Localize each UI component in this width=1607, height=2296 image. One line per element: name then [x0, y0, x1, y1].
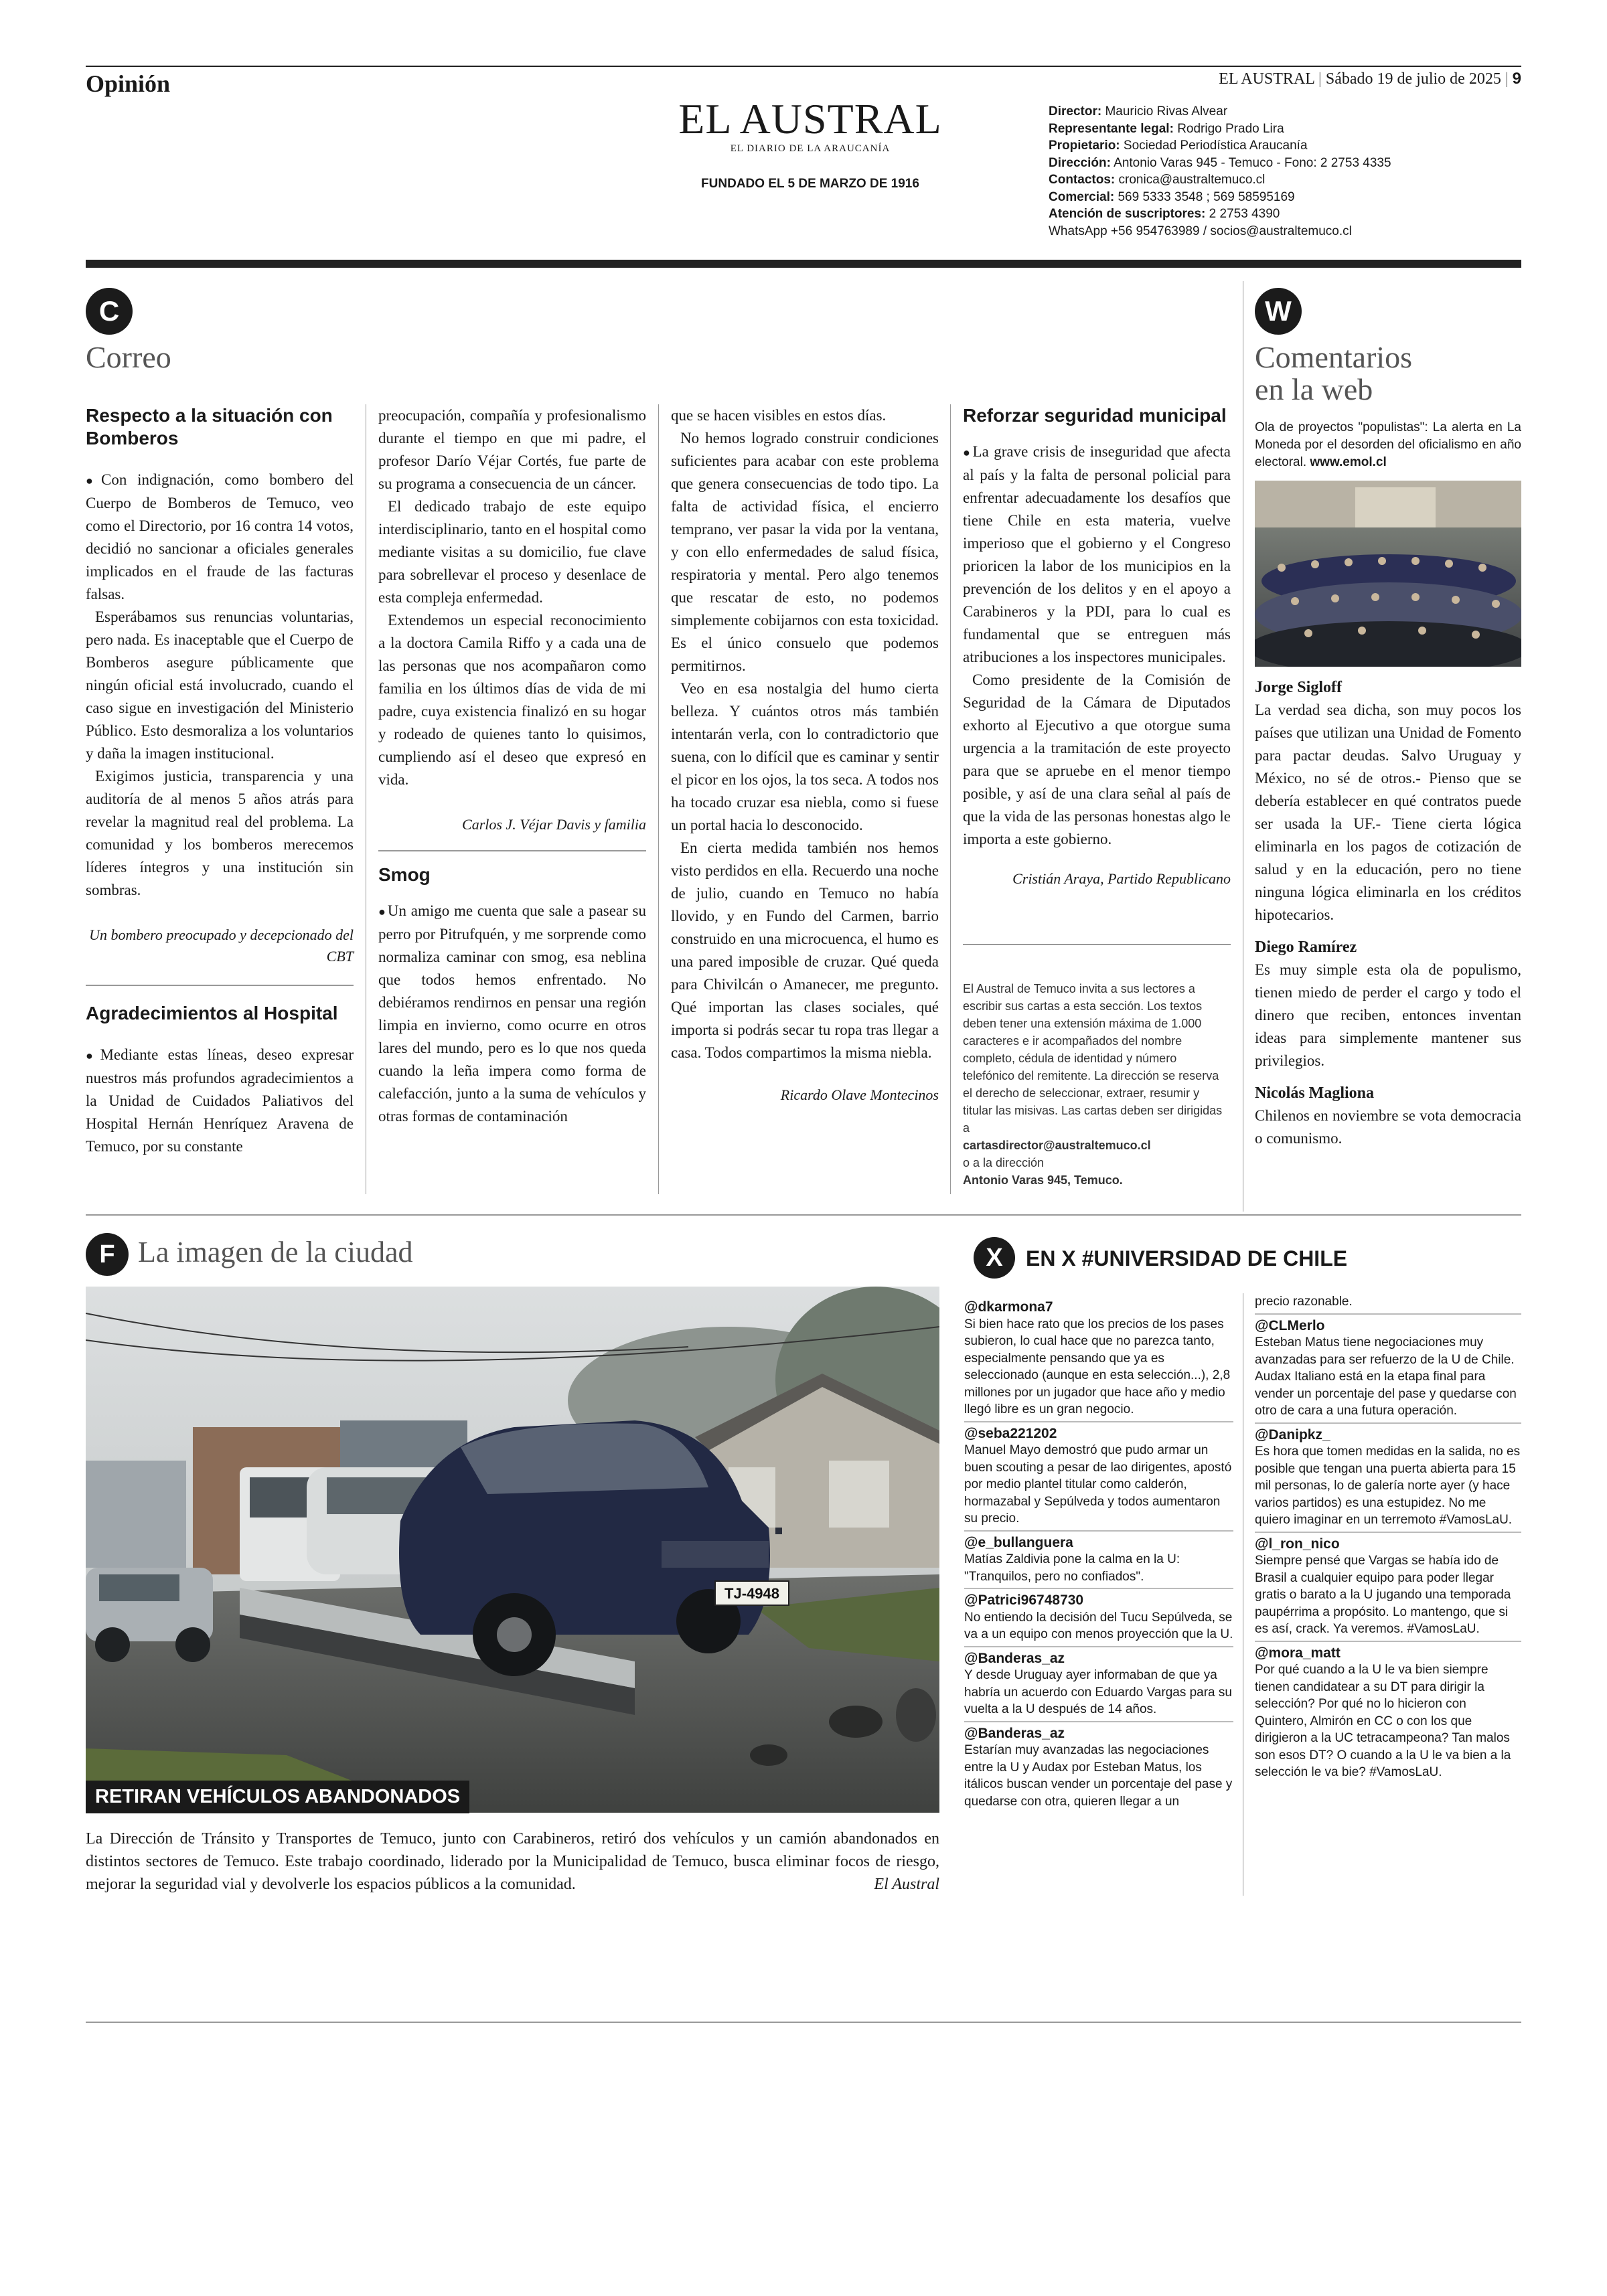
x-column-2	[1255, 1293, 1521, 1781]
x-post-text: Estarían muy avanzadas las negociaciones entre la U y Audax por Esteban Matus, los itálicos buscan vender un porcentaje del pase y quedarse con otra, quieren llegar a un	[964, 1743, 1233, 1809]
x-badge: X	[974, 1237, 1015, 1279]
city-credit: El Austral	[874, 1876, 939, 1893]
letter-heading: Respecto a la situación con Bomberos	[86, 405, 333, 448]
page-date: Sábado 19 de julio de 2025	[1325, 70, 1501, 88]
x-post-handle[interactable]: @seba221202	[964, 1421, 1233, 1443]
staff-line: WhatsApp +56 954763989 / socios@australtemuco.cl	[1049, 224, 1352, 238]
letter-paragraph: El dedicado trabajo de este equipo interdisciplinario, tanto en el hospital como mediante visitas a su domicilio, fue clave para sobrellevar el proceso y desenlace de esta compleja enfermedad.	[378, 498, 646, 606]
correo-column-2	[378, 404, 646, 1128]
letter-paragraph: preocupación, compañía y profesionalismo durante el tiempo en que mi padre, el profesor Darío Véjar Cortés, fue parte de su programa a consecuencia de un cáncer.	[378, 407, 646, 492]
x-column-1	[964, 1293, 1233, 1810]
city-caption-band: RETIRAN VEHÍCULOS ABANDONADOS	[86, 1781, 469, 1813]
web-comment-text: Chilenos en noviembre se vota democracia o comunismo.	[1255, 1107, 1521, 1147]
web-comment-author: Jorge Sigloff	[1255, 679, 1342, 696]
divider	[86, 985, 354, 986]
letter-signature: Carlos J. Véjar Davis y familia	[462, 816, 646, 833]
staff-line: Representante legal: Rodrigo Prado Lira	[1049, 121, 1284, 136]
staff-line: Atención de suscriptores: 2 2753 4390	[1049, 207, 1280, 221]
notice-or: o a la dirección	[963, 1156, 1045, 1169]
divider	[378, 850, 646, 851]
staff-line: Comercial: 569 5333 3548 ; 569 58595169	[1049, 189, 1295, 204]
letter-paragraph: En cierta medida también nos hemos visto perdidos en ella. Recuerdo una noche de julio, cuando en Temuco no había llovido, y en Fundo del Carmen, barrio construido en una microcuenca, el humo es una pared imposible de cruzar. Qué queda para Chivilcán o Amanecer, me pregunto. Qué importan las clases sociales, qué importa si podrás secar tu ropa tras llegar a casa. Todos compartimos la misma niebla.	[671, 839, 939, 1061]
letters-notice	[963, 980, 1231, 1189]
x-post-text: Es hora que tomen medidas en la salida, no es posible que tengan una puerta abierta para 15 mil personas, lo de galería norte ayer (y hace varios partidos) es una estupidez. No me quiero imaginar en un terremoto #VamosLaU.	[1255, 1445, 1521, 1527]
header-thick-rule	[86, 260, 1521, 268]
x-post-text: Matías Zaldivia pone la calma en la U: "Tranquilos, pero no confiados".	[964, 1552, 1180, 1584]
city-text	[86, 1827, 939, 1896]
city-title: La imagen de la ciudad	[138, 1236, 413, 1268]
congress-photo	[1255, 481, 1521, 667]
letter-paragraph: ● Un amigo me cuenta que sale a pasear su perro por Pitrufquén, y me sorprende como normaliza caminar con smog, esa neblina que todos hemos enfrentado. No debiéramos rendirnos en pensar una región limpia en invierno, como ocurre en otros lares del mundo, pero es lo que nos queda cuando la leña impera como forma de calefacción, junto a la suma de vehículos y otras formas de contaminación	[378, 900, 646, 1128]
correo-title: Correo	[86, 340, 171, 374]
x-post-handle[interactable]: @Danipkz_	[1255, 1422, 1521, 1444]
staff-line: Director: Mauricio Rivas Alvear	[1049, 104, 1228, 118]
page-number: 9	[1512, 70, 1521, 88]
x-post-text: Por qué cuando a la U le va bien siempre tienen candidatear a su DT para dirigir la selección? Por qué no lo hicieron con Quintero, Almirón en CC o con los que dirigieron a la UC tetracampeona? Tan malos son esos DT? O cuando a la U le va bien a la selección le va bie? #VamosLaU.	[1255, 1663, 1511, 1779]
letter-heading: Smog	[378, 864, 431, 885]
letter-paragraph: que se hacen visibles en estos días.	[671, 407, 887, 424]
city-text-body: La Dirección de Tránsito y Transportes de Temuco, junto con Carabineros, retiró dos vehículos y un camión abandonados en distintos sectores de Temuco. Este trabajo coordinado, liderado por la Municipalidad de Temuco, busca eliminar focos de riesgo, mejorar la seguridad vial y devolverle los espacios públicos a la comunidad.	[86, 1830, 939, 1893]
letter-paragraph: Esperábamos sus renuncias voluntarias, pero nada. Es inaceptable que el Cuerpo de Bomberos asegure públicamente que ningún oficial está involucrado, cuando el caso sigue en investigación del Ministerio Público. Esto desmoraliza a los voluntarios y daña la imagen institucional.	[86, 608, 354, 762]
staff-line: Contactos: cronica@australtemuco.cl	[1049, 173, 1266, 187]
staff-line: Propietario: Sociedad Periodística Araucanía	[1049, 139, 1308, 153]
letter-paragraph: ● La grave crisis de inseguridad que afecta al país y la falta de personal policial para enfrentar adecuadamente los desafíos que tiene Chile en esta materia, vuelve imperioso que el gobierno y el Congreso prioricen la labor de los municipios en la prevención de los delitos y en el apoyo a Carabineros y la PDI, para lo cual es fundamental que se entreguen más atribuciones a los inspectores municipales.	[963, 440, 1231, 669]
web-badge: W	[1255, 288, 1302, 335]
letter-signature: Ricardo Olave Montecinos	[780, 1086, 939, 1103]
web-comment-author: Diego Ramírez	[1255, 938, 1357, 956]
bottom-rule	[86, 2022, 1521, 2023]
license-plate: TJ-4948	[724, 1585, 779, 1602]
section-rule	[86, 1214, 1521, 1216]
web-comment-text: La verdad sea dicha, son muy pocos los países que utilizan una Unidad de Fomento para pactar deudas. Salvo Uruguay y México, no sé de otros.- Pienso que se debería establecer en qué contratos puede ser usada la UF.- Tiene cierta lógica eliminarla en los pagos de cotización de salud y en la educación, pero no tiene ninguna lógica eliminarla en los créditos hipotecarios.	[1255, 702, 1521, 923]
x-post-handle[interactable]: @CLMerlo	[1255, 1313, 1521, 1335]
staff-box	[1049, 103, 1391, 240]
top-rule	[86, 66, 1521, 67]
section-label: Opinión	[86, 70, 171, 97]
web-source-link[interactable]: www.emol.cl	[1310, 455, 1387, 469]
masthead	[670, 95, 951, 155]
x-post-handle[interactable]: @Banderas_az	[964, 1646, 1233, 1667]
notice-email[interactable]: cartasdirector@australtemuco.cl	[963, 1139, 1151, 1152]
divider	[963, 944, 1231, 945]
web-comment-author: Nicolás Magliona	[1255, 1084, 1374, 1102]
web-title: Comentarios en la web	[1255, 340, 1413, 407]
city-badge: F	[86, 1233, 129, 1276]
x-section-title: EN X #UNIVERSIDAD DE CHILE	[1026, 1246, 1348, 1270]
letter-paragraph: No hemos logrado construir condiciones suficientes para acabar con este problema que genera consecuencias de todo tipo. La falta de actividad física, el encierro temprano, ver pasar la vida por la ventana, y con ello enfermedades de salud física, respiratoria y mental. Pero algo tenemos que rescatar de esto, no podemos simplemente cobijarnos con esta toxicidad. Es el único consuelo que podemos permitirnos.	[671, 430, 939, 674]
x-post-handle[interactable]: @Patrici96748730	[964, 1588, 1233, 1609]
letter-heading: Agradecimientos al Hospital	[86, 1003, 338, 1023]
x-post-text: Si bien hace rato que los precios de los pases subieron, lo cual hace que no parezca tanto, especialmente pensando que ya es seleccionado (aunque en esta selección...), 2,8 millones por un jugador que hace año y medio llegó libre es un gran negocio.	[964, 1317, 1231, 1416]
x-post-handle[interactable]: @Banderas_az	[964, 1721, 1233, 1742]
correo-column-3	[671, 404, 939, 1106]
web-intro: Ola de proyectos "populistas": La alerta en La Moneda por el desorden del oficialismo en año electoral. www.emol.cl	[1255, 420, 1521, 469]
x-post-handle[interactable]: @e_bullanguera	[964, 1530, 1233, 1552]
x-post-text: No entiendo la decisión del Tucu Sepúlveda, se va a un equipo con menos proyección que la U.	[964, 1610, 1233, 1641]
letter-heading: Reforzar seguridad municipal	[963, 405, 1227, 426]
x-post-text: Y desde Uruguay ayer informaban de que ya habría un acuerdo con Eduardo Vargas para su vuelta a la U después de 14 años.	[964, 1668, 1232, 1716]
notice-address: Antonio Varas 945, Temuco.	[963, 1173, 1123, 1187]
city-photo	[86, 1287, 939, 1813]
x-post-text: Manuel Mayo demostró que pudo armar un buen scouting a pesar de lao dirigentes, apostó por medio plantel titular como calderón, hormazabal y Sepúlveda y todos aumentaron su precio.	[964, 1443, 1232, 1526]
letter-signature: Un bombero preocupado y decepcionado del CBT	[89, 926, 354, 965]
letter-paragraph: Extendemos un especial reconocimiento a la doctora Camila Riffo y a cada una de las personas que nos acompañaron como familia en los últimos días de vida de mi padre, cuya existencia finalizó en su hogar y rodeado de quienes tanto lo quisimos, cumpliendo así el deseo que expresó en vida.	[378, 612, 646, 788]
masthead-tagline: EL DIARIO DE LA ARAUCANÍA	[730, 143, 891, 154]
web-column	[1255, 419, 1521, 1150]
column-separator	[658, 404, 659, 1194]
web-comment-text: Es muy simple esta ola de populismo, tienen miedo de perder el cargo y todo el dinero que reciben, entonces inventan ideas para simplemente mantener sus privilegios.	[1255, 961, 1521, 1069]
correo-badge: C	[86, 288, 133, 335]
notice-text: El Austral de Temuco invita a sus lectores a escribir sus cartas a esta sección. Los textos deben tener una extensión máxima de 1.000 caracteres e ir acompañados del nombre completo, cédula de identidad y número telefónico del remitente. La dirección se reserva el derecho de seleccionar, extraer, resumir y titular las misivas. Las cartas deben ser dirigidas a	[963, 982, 1223, 1135]
paper-name: EL AUSTRAL	[1219, 70, 1315, 88]
x-post-text: Esteban Matus tiene negociaciones muy avanzadas para ser refuerzo de la U de Chile. Audax Italiano está en la etapa final para vender un porcentaje del pase y quedarse con otro de cara a una futura operación.	[1255, 1335, 1517, 1418]
letter-paragraph: ● Mediante estas líneas, deseo expresar nuestros más profundos agradecimientos a la Unidad de Cuidados Paliativos del Hospital Hernán Henríquez Aravena de Temuco, por su constante	[86, 1044, 354, 1158]
x-post-text: precio razonable.	[1255, 1295, 1353, 1309]
staff-line: Dirección: Antonio Varas 945 - Temuco - Fono: 2 2753 4335	[1049, 155, 1391, 170]
page-meta: EL AUSTRAL | Sábado 19 de julio de 2025 | 9	[1219, 70, 1521, 88]
letter-paragraph: Como presidente de la Comisión de Seguridad de la Cámara de Diputados exhorto al Ejecutivo a que otorgue suma urgencia a la tramitación de este proyecto para que se apruebe en el menor tiempo posible, y así de una clara señal al país de que la vida de las personas honestas algo le importa a este gobierno.	[963, 671, 1231, 847]
letter-paragraph: Veo en esa nostalgia del humo cierta belleza. Y cuántos otros más también intentarán verla, con lo contradictorio que suena, con lo difícil que es caminar y sentir el picor en los ojos, la tos seca. A todos nos ha tocado cruzar esa niebla, como si fuese un portal hacia lo desconocido.	[671, 680, 939, 833]
letter-paragraph: ● Con indignación, como bombero del Cuerpo de Bomberos de Temuco, veo como el Directorio, por 16 contra 14 votos, decidió no sancionar a oficiales generales implicados en el fraude de las facturas falsas.	[86, 469, 354, 606]
correo-column-1	[86, 404, 354, 1158]
masthead-logo: EL AUSTRAL	[678, 95, 942, 143]
x-post-handle[interactable]: @l_ron_nico	[1255, 1532, 1521, 1553]
letter-paragraph: Exigimos justicia, transparencia y una auditoría de al menos 5 años atrás para revelar la magnitud real del problema. La comunidad y los bomberos merecemos líderes íntegros y una institución sin sombras.	[86, 768, 354, 898]
correo-column-4	[963, 404, 1231, 890]
x-post-text: Siempre pensé que Vargas se había ido de Brasil a cualquier equipo para poder llegar gratis o barato a la U jugando una temporada paupérrima a propósito. Lo mantengo, que si es así, crack. Ya veremos. #VamosLaU.	[1255, 1554, 1511, 1636]
founded-line: FUNDADO EL 5 DE MARZO DE 1916	[701, 177, 919, 191]
letter-signature: Cristián Araya, Partido Republicano	[1012, 870, 1231, 887]
x-post-handle[interactable]: @dkarmona7	[964, 1299, 1053, 1315]
x-post-handle[interactable]: @mora_matt	[1255, 1641, 1521, 1662]
column-separator	[950, 404, 951, 1194]
